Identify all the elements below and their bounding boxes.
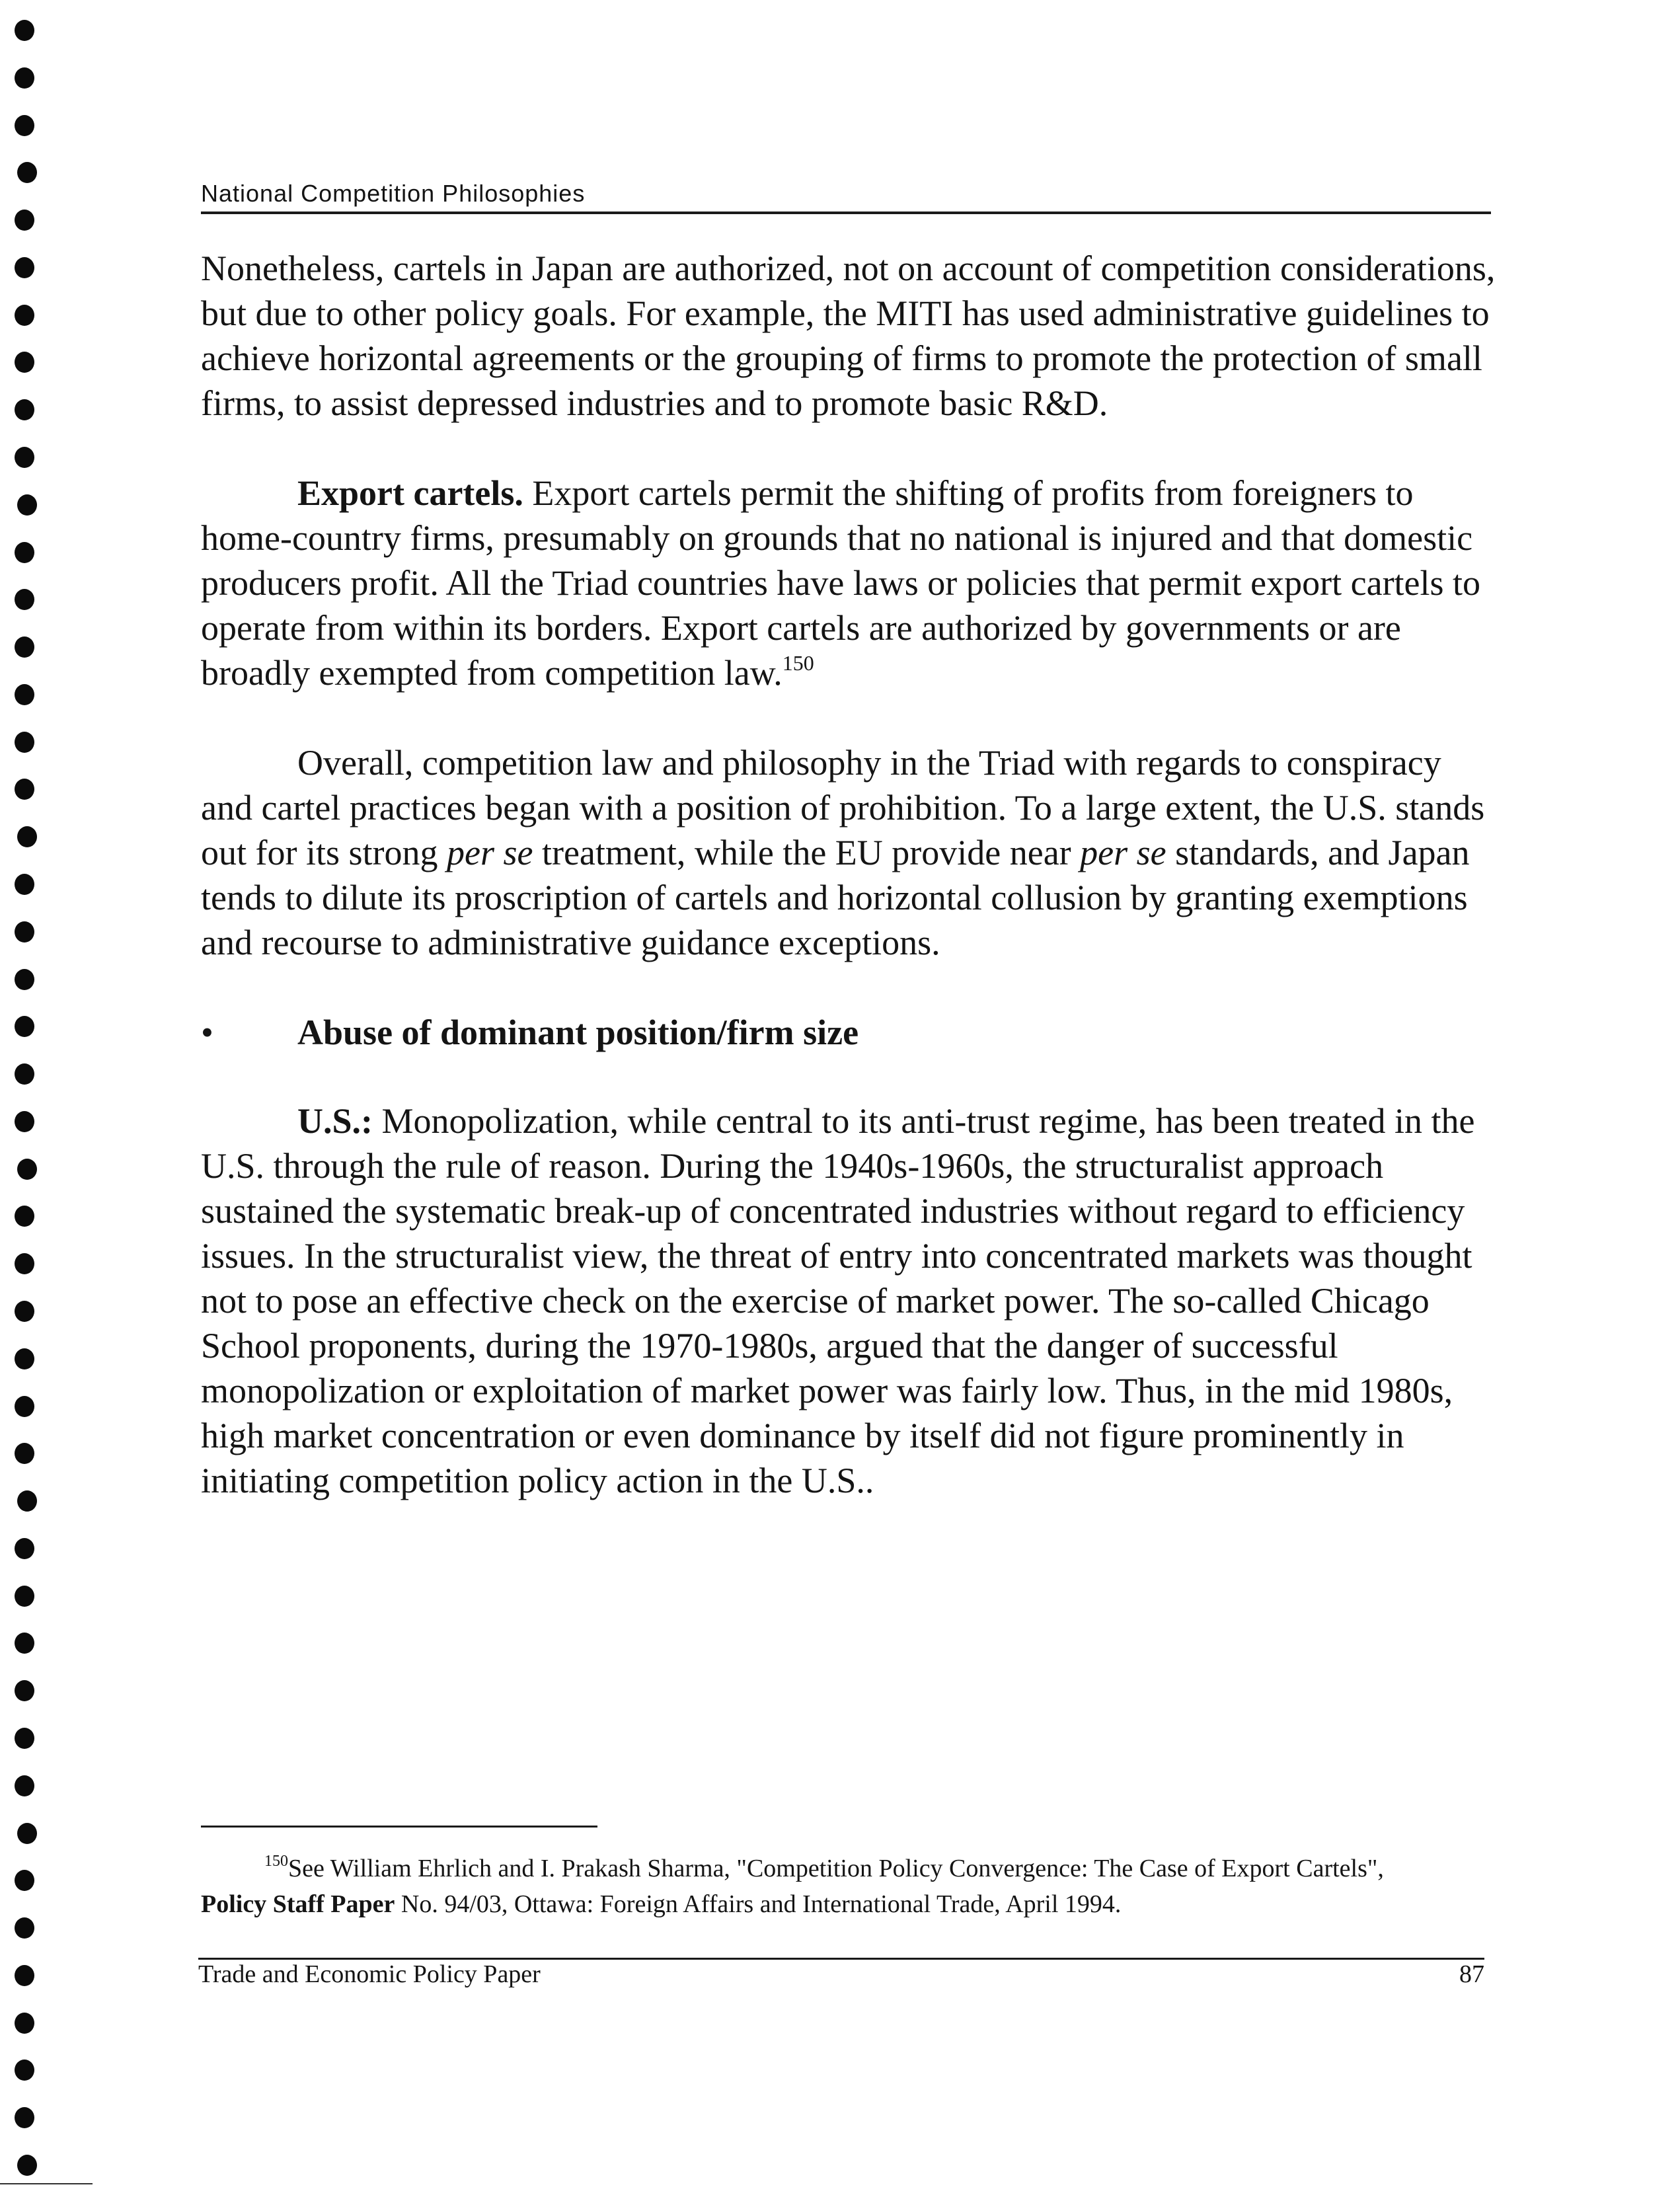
- binder-hole: [15, 542, 34, 563]
- page-body: [201, 246, 1496, 1503]
- binder-hole: [15, 636, 34, 658]
- binder-hole: [15, 1965, 34, 1986]
- page-number: 87: [1459, 1960, 1484, 1988]
- binder-hole: [15, 1016, 34, 1037]
- binder-holes: [15, 20, 41, 2181]
- binder-hole: [15, 1728, 34, 1749]
- footnote-text-b: No. 94/03, Ottawa: Foreign Affairs and International Trade, April 1994.: [395, 1890, 1122, 1918]
- footnote-divider: [201, 1826, 597, 1828]
- binder-hole: [15, 1680, 34, 1701]
- binder-hole: [15, 1917, 34, 1939]
- binder-hole: [15, 210, 34, 231]
- binder-hole: [15, 1443, 34, 1464]
- footnote-text-a: See William Ehrlich and I. Prakash Sharma, "Competition Policy Convergence: The Case of Export Cartels",: [288, 1855, 1384, 1882]
- per-se-italic-1: per se: [447, 833, 533, 872]
- binder-hole: [15, 447, 34, 468]
- binder-hole: [15, 2013, 34, 2034]
- binder-hole: [17, 1490, 37, 1512]
- overall-text-b: treatment, while the EU provide near: [533, 833, 1081, 872]
- binder-hole: [15, 1775, 34, 1796]
- binder-hole: [15, 969, 34, 990]
- binder-hole: [17, 2155, 37, 2176]
- footnote-bold-title: Policy Staff Paper: [201, 1890, 395, 1918]
- binder-hole: [17, 1159, 37, 1180]
- binder-hole: [15, 1870, 34, 1891]
- binder-hole: [15, 257, 34, 278]
- bullet-heading: Abuse of dominant position/firm size: [297, 1013, 859, 1052]
- header-title: National Competition Philosophies: [201, 180, 586, 207]
- us-heading: U.S.:: [297, 1101, 373, 1141]
- binder-hole: [15, 2107, 34, 2128]
- overall-text-c: standards, and Japan tends to dilute its proscription of cartels and horizontal collusion by granting exemptions and recourse to administrative guidance exceptions.: [201, 833, 1470, 962]
- binder-hole: [15, 352, 34, 373]
- binder-hole: [15, 1301, 34, 1322]
- binder-hole: [15, 1111, 34, 1132]
- running-footer: [198, 1958, 1484, 1988]
- binder-hole: [15, 67, 34, 89]
- binder-hole: [15, 2060, 34, 2081]
- footnote-number: 150: [264, 1853, 288, 1870]
- binder-hole: [15, 399, 34, 420]
- paragraph-overall: [201, 740, 1496, 965]
- binder-hole: [15, 1396, 34, 1417]
- binder-hole: [15, 1206, 34, 1227]
- binder-hole: [15, 921, 34, 943]
- per-se-italic-2: per se: [1080, 833, 1166, 872]
- binder-hole: [15, 1538, 34, 1559]
- overall-text-a: Overall, competition law and philosophy in the Triad with regards to conspiracy and cartel practices began with a position of prohibition. To a large extent, the U.S. stands out for its strong: [201, 743, 1485, 872]
- scan-edge-line: [0, 2183, 93, 2184]
- binder-hole: [15, 732, 34, 753]
- binder-hole: [17, 494, 37, 516]
- running-header: [201, 180, 1491, 214]
- binder-hole: [15, 684, 34, 705]
- binder-hole: [15, 1586, 34, 1607]
- bullet-item-abuse-of-dominance: [201, 1010, 1496, 1055]
- footnote: [201, 1851, 1443, 1922]
- binder-hole: [15, 115, 34, 136]
- binder-hole: [15, 1253, 34, 1274]
- binder-hole: [15, 1633, 34, 1654]
- export-cartels-heading: Export cartels.: [297, 473, 523, 513]
- paragraph-1: Nonetheless, cartels in Japan are authorized, not on account of competition considerations, but due to other policy goals. For example, the MITI has used administrative guidelines to achieve horizontal agreements or the grouping of firms to promote the protection of small firms, to assist depressed industries and to promote basic R&D.: [201, 249, 1496, 423]
- us-text: Monopolization, while central to its anti-trust regime, has been treated in the U.S. through the rule of reason. During the 1940s-1960s, the structuralist approach sustained the systematic break-up of concentrated industries without regard to efficiency issues. In the structuralist view, the threat of entry into concentrated markets was thought not to pose an effective check on the exercise of market power. The so-called Chicago School proponents, during the 1970-1980s, argued that the danger of successful monopolization or exploitation of market power was fairly low. Thus, in the mid 1980s, high market concentration or even dominance by itself did not figure prominently in initiating competition policy action in the U.S..: [201, 1101, 1475, 1500]
- binder-hole: [15, 1063, 34, 1085]
- paragraph-us-monopolization: [201, 1098, 1496, 1503]
- binder-hole: [15, 1348, 34, 1369]
- binder-hole: [17, 1823, 37, 1844]
- export-cartels-text: Export cartels permit the shifting of profits from foreigners to home-country firms, presumably on grounds that no national is injured and that domestic producers profit. All the Triad countries have laws or policies that permit export cartels to operate from within its borders. Export cartels are authorized by governments or are broadly exempted from competition law.: [201, 473, 1481, 693]
- binder-hole: [15, 589, 34, 610]
- footnote-reference[interactable]: 150: [782, 651, 814, 675]
- footer-title: Trade and Economic Policy Paper: [198, 1960, 541, 1988]
- bullet-icon: •: [201, 1013, 213, 1052]
- binder-hole: [15, 305, 34, 326]
- binder-hole: [17, 826, 37, 847]
- paragraph-export-cartels: [201, 471, 1496, 695]
- binder-hole: [15, 779, 34, 800]
- binder-hole: [17, 162, 37, 183]
- binder-hole: [15, 874, 34, 895]
- binder-hole: [15, 20, 34, 41]
